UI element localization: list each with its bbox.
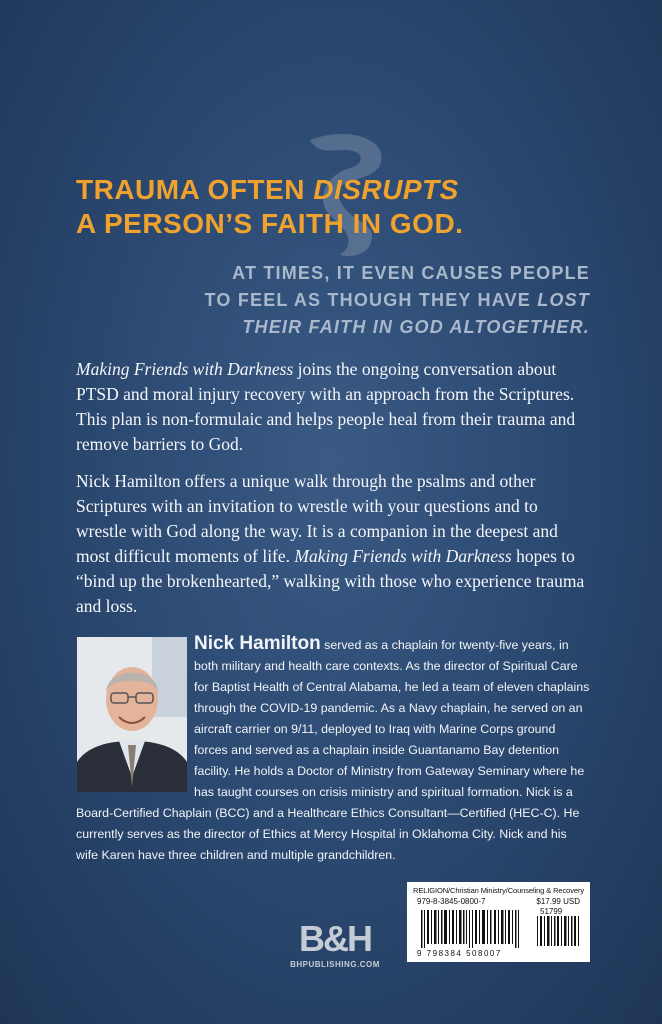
headline: TRAUMA OFTEN DISRUPTS A PERSON’S FAITH IN GOD.: [76, 174, 464, 239]
subheadline: AT TIMES, IT EVEN CAUSES PEOPLE TO FEEL AS THOUGH THEY HAVE LOST THEIR FAITH IN GOD ALTOGETHER.: [204, 263, 590, 337]
publisher-url: BHPUBLISHING.COM: [290, 960, 380, 969]
price-code: 51799: [540, 907, 563, 916]
publisher-logo: [280, 920, 390, 969]
book-title: Making Friends with Darkness: [294, 546, 512, 566]
author-name: Nick Hamilton: [194, 633, 321, 654]
publisher-logo-mark: B&H: [299, 918, 371, 959]
author-bio: Nick Hamilton served as a chaplain for twenty-five years, in both military and health care contexts. As the director of Spiritual Care for Baptist Health of Central Alabama, he led a team of eleven chaplains through the COVID-19 pandemic. As a Navy chaplain, he served on an aircraft carrier on 9/11, deployed to Iraq with Marine Corps ground forces and served as a chaplain inside Guantanamo Bay detention facility. He holds a Doctor of Ministry from Gateway Seminary where he has taught courses on crisis ministry and spiritual formation. Nick is a Board-Certified Chaplain (BCC) and a Healthcare Ethics Consultant—Certified (HEC-C). He currently serves as the director of Ethics at Mercy Hospital in Oklahoma City. Nick and his wife Karen have three children and multiple grandchildren.: [76, 633, 590, 862]
price: $17.99 USD: [536, 897, 580, 906]
bisac-category: RELIGION/Christian Ministry/Counseling & Recovery: [413, 886, 584, 895]
barcode-box: [407, 882, 590, 962]
description-paragraph-2: Nick Hamilton offers a unique walk through the psalms and other Scriptures with an invitation to wrestle with your questions and to wrestle with God along the way. It is a companion in the deepest and most difficult moments of life. Making Friends with Darkness hopes to “bind up the brokenhearted,” walking with those who experience trauma and loss.: [76, 471, 585, 616]
barcode-digits: 9 798384 508007: [417, 949, 502, 958]
description-paragraph-1: Making Friends with Darkness joins the ongoing conversation about PTSD and moral injury recovery with an approach from the Scriptures. This plan is non-formulaic and helps people heal from their trauma and remove barriers to God.: [76, 359, 576, 454]
barcode-icon: [415, 910, 583, 950]
isbn: 979-8-3845-0800-7: [417, 897, 486, 906]
book-title: Making Friends with Darkness: [76, 359, 294, 379]
